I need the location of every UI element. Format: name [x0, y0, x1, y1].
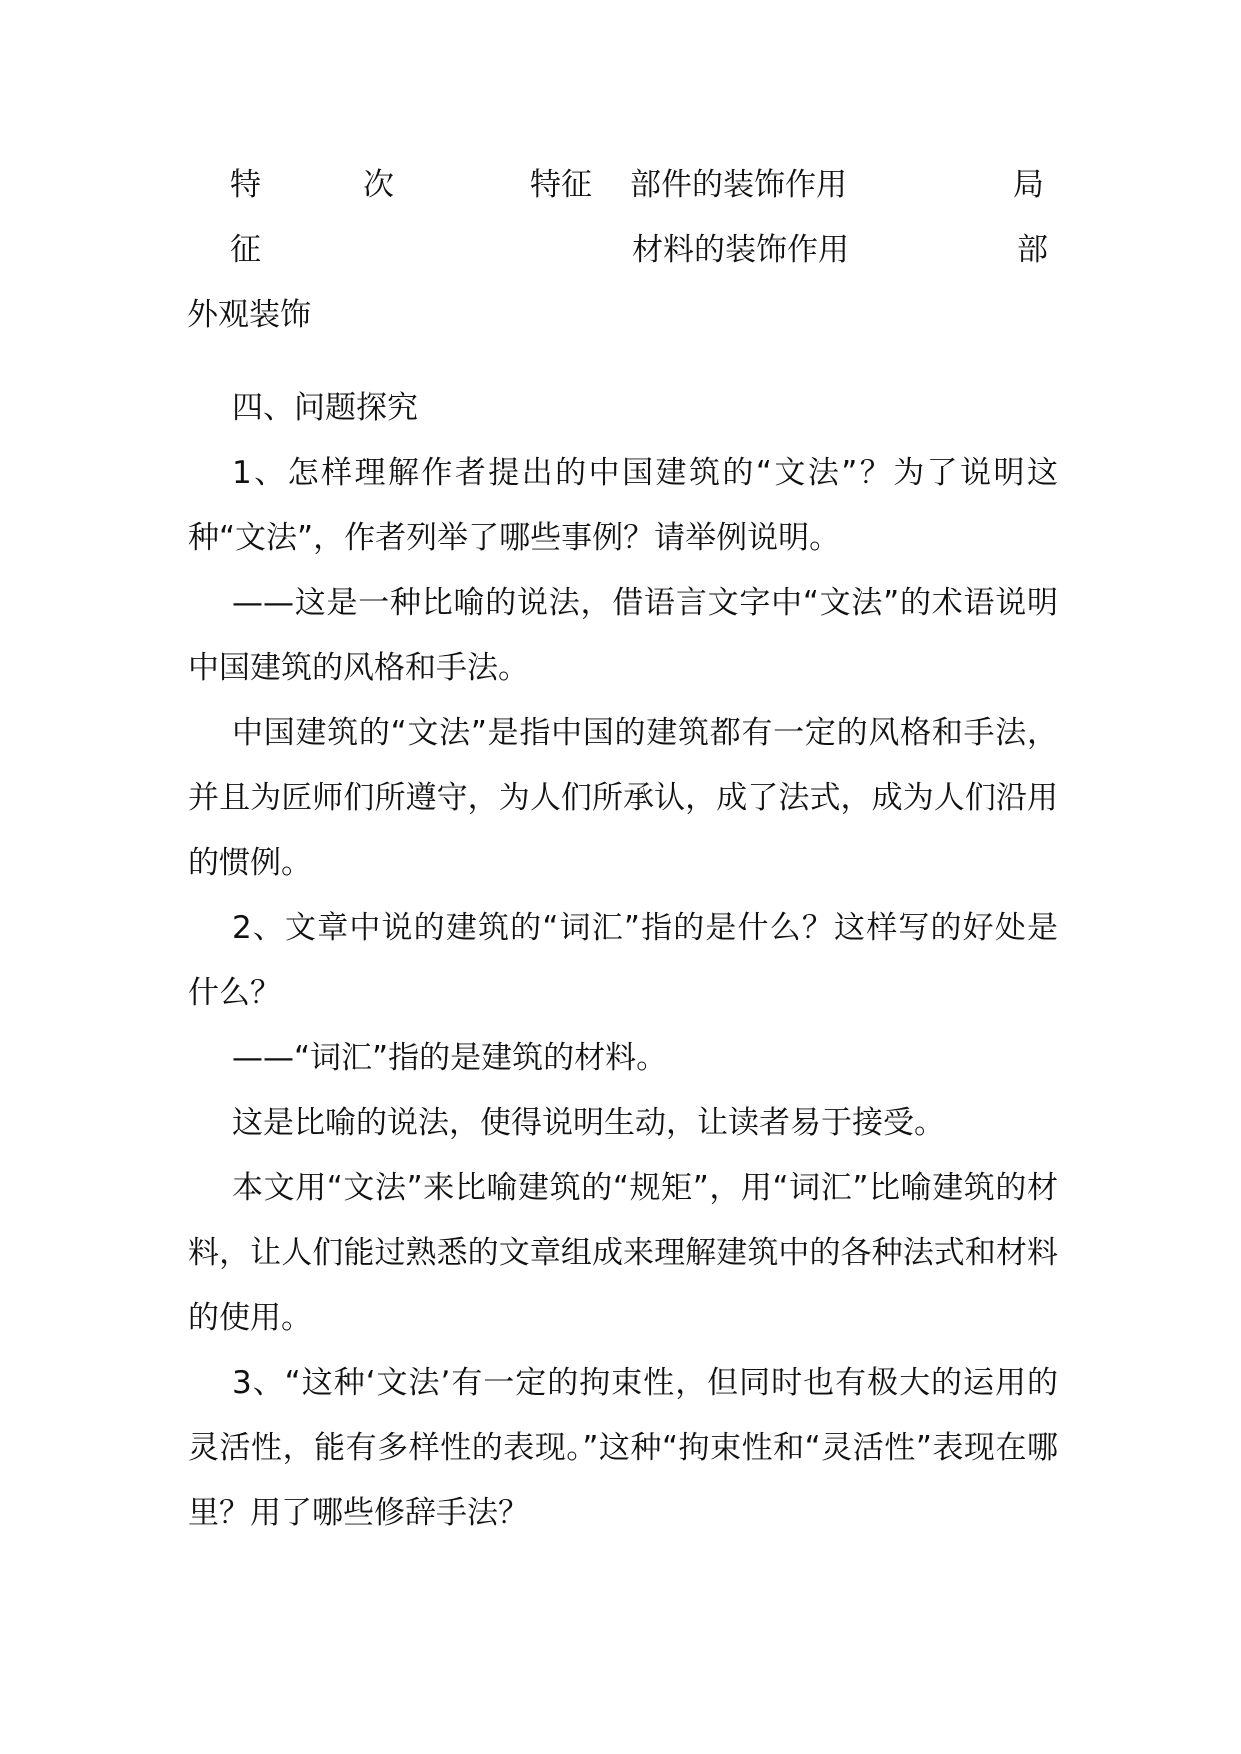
- table-cell-r2c4: 材料的装饰作用: [632, 232, 849, 268]
- section-heading: 四、问题探究: [232, 390, 418, 426]
- table-cell-r2c1: 征: [230, 232, 261, 268]
- table-cell-r3c1: 外观装饰: [187, 297, 311, 333]
- answer-1-part-2: 中国建筑的“文法”是指中国的建筑都有一定的风格和手法，并且为匠师们所遵守，为人们所承认，成了法式，成为人们沿用的惯例。: [188, 715, 1058, 881]
- table-cell-r1c5: 局: [1013, 167, 1044, 203]
- table-cell-r2c5: 部: [1017, 232, 1048, 268]
- question-2: 2、文章中说的建筑的“词汇”指的是什么？这样写的好处是什么？: [188, 910, 1058, 1011]
- question-1: 1、怎样理解作者提出的中国建筑的“文法”？为了说明这种“文法”，作者列举了哪些事例？请举例说明。: [188, 455, 1058, 556]
- table-cell-r1c1: 特: [230, 167, 261, 203]
- answer-2-part-2: 这是比喻的说法，使得说明生动，让读者易于接受。: [232, 1105, 945, 1141]
- answer-1-part-1: ——这是一种比喻的说法，借语言文字中“文法”的术语说明中国建筑的风格和手法。: [188, 585, 1058, 686]
- answer-2-part-1: ——“词汇”指的是建筑的材料。: [232, 1040, 668, 1076]
- question-3: 3、“这种‘文法’有一定的拘束性，但同时也有极大的运用的灵活性，能有多样性的表现。”这种“拘束性和“灵活性”表现在哪里？用了哪些修辞手法？: [188, 1365, 1058, 1531]
- table-cell-r1c2: 次: [363, 167, 394, 203]
- document-body: [188, 376, 1058, 1546]
- table-cell-r1c3: 特征: [530, 167, 592, 203]
- answer-2-part-3: 本文用“文法”来比喻建筑的“规矩”，用“词汇”比喻建筑的材料，让人们能过熟悉的文章组成来理解建筑中的各种法式和材料的使用。: [188, 1170, 1058, 1336]
- table-cell-r1c4: 部件的装饰作用: [630, 167, 847, 203]
